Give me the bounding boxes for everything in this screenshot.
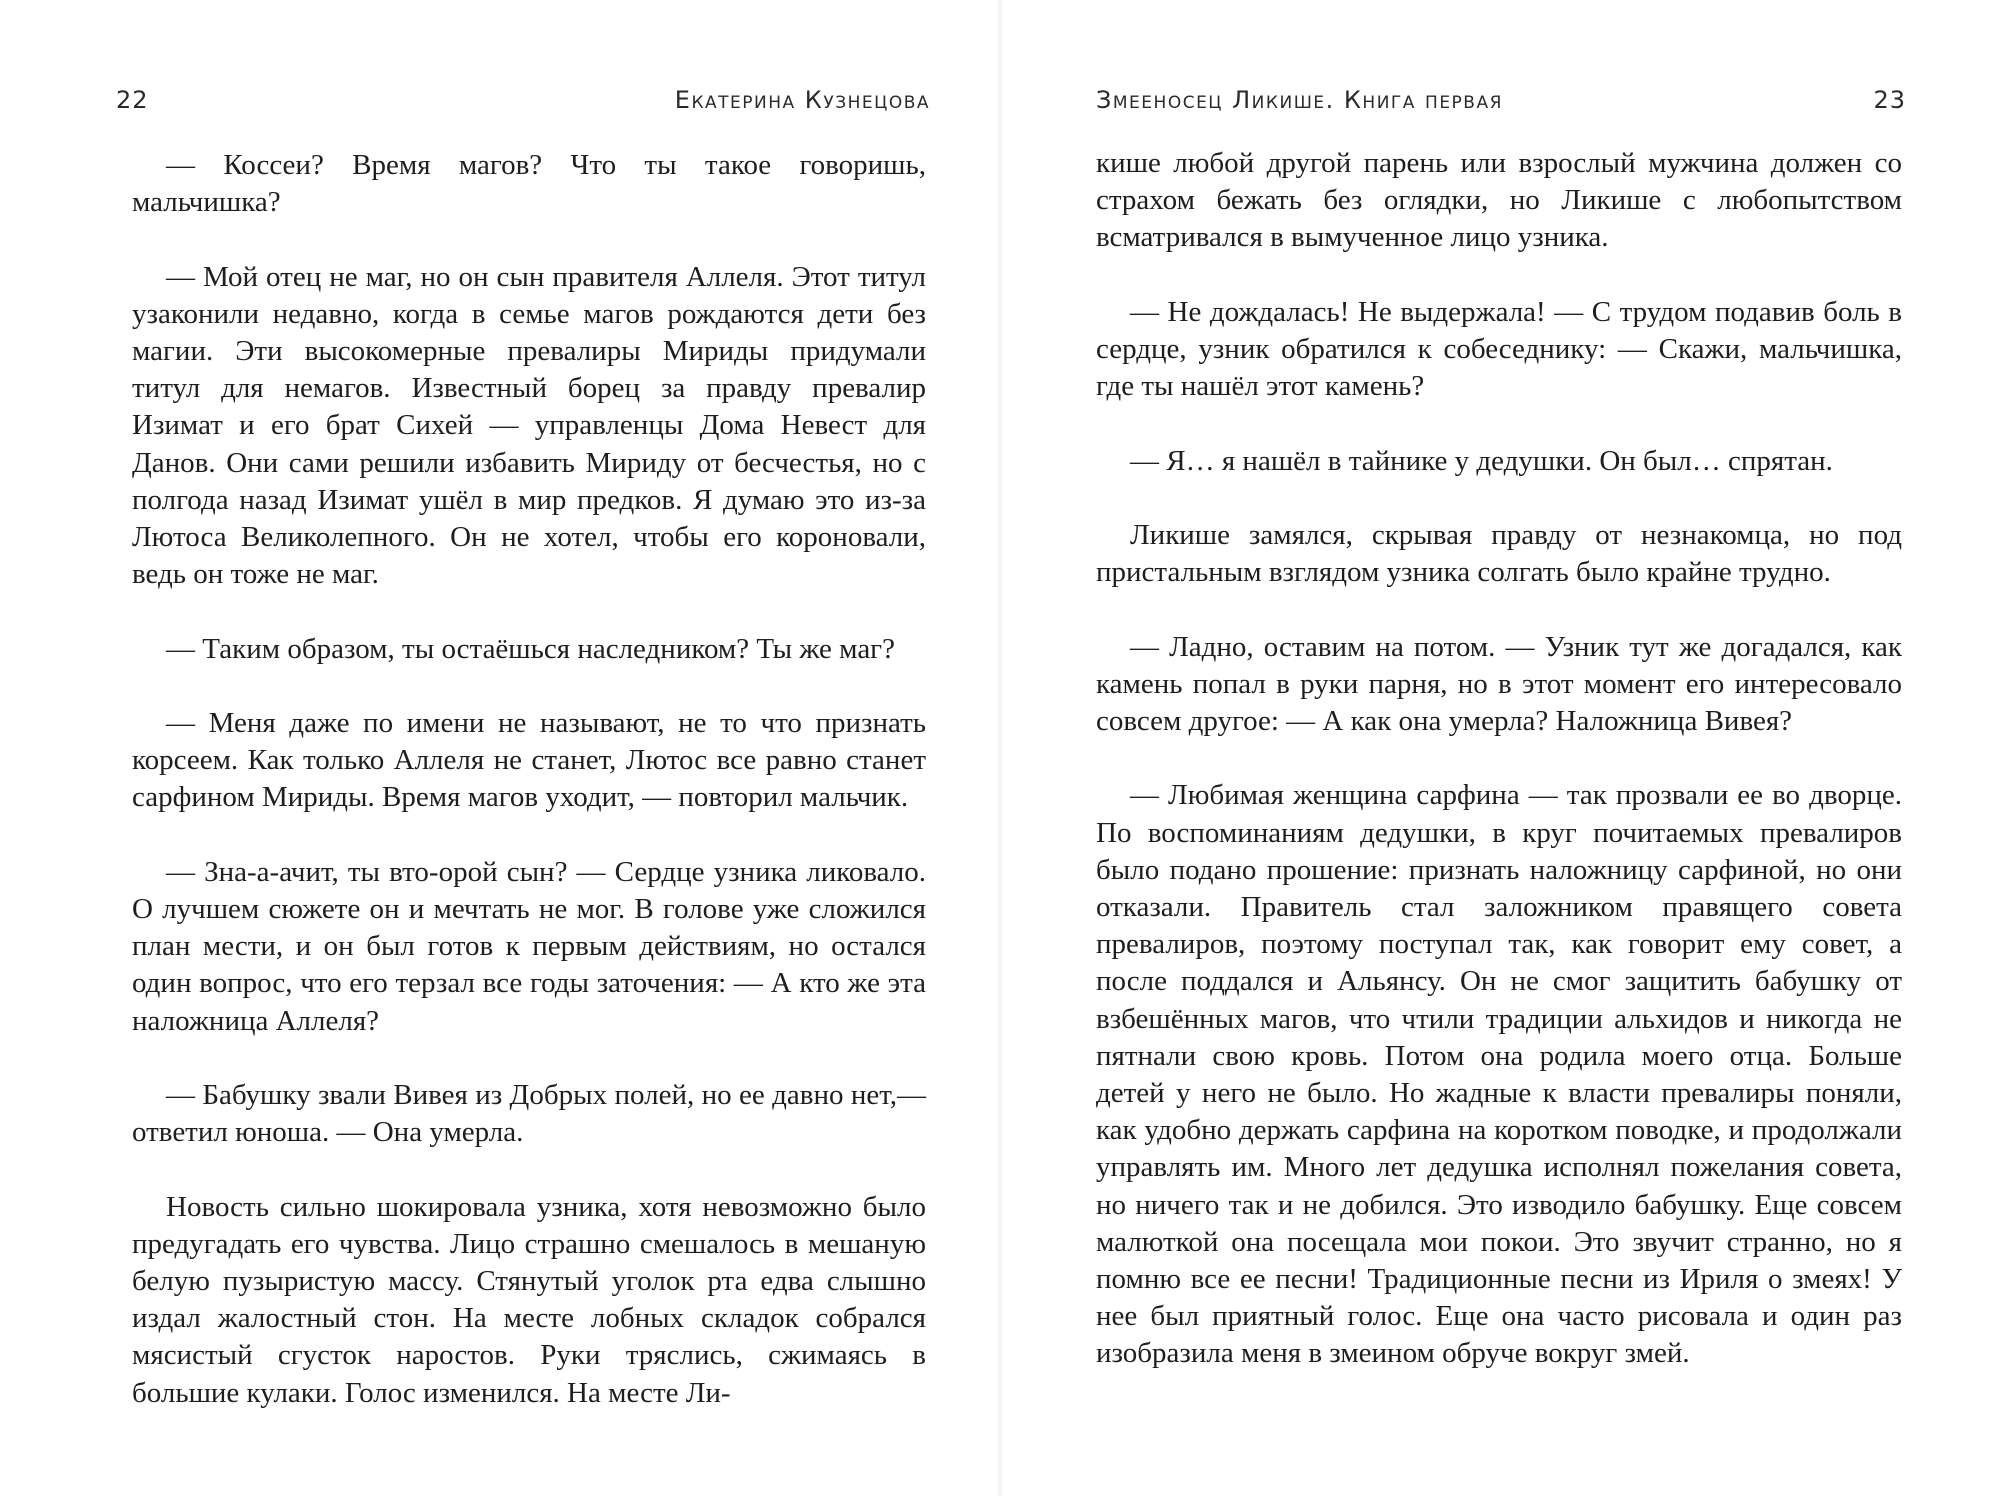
paragraph-continued: кише любой другой парень или взрослый мужчина должен со страхом бежать без оглядки, но Ликише с любопытством всматривался в вымученное лицо узника. bbox=[1096, 147, 1902, 254]
paragraph: — Ладно, оставим на потом. — Узник тут же догадался, как камень попал в руки парня, но в этот момент его интересовало совсем другое: — А как она умерла? Наложница Вивея? bbox=[1096, 630, 1902, 737]
right-page bbox=[1096, 0, 1906, 1496]
paragraph: — Коссеи? Время магов? Что ты такое говоришь, мальчишка? bbox=[132, 149, 926, 219]
paragraph: — Мой отец не маг, но он сын правителя Аллеля. Этот титул узаконили недавно, когда в семье магов рождаются дети без магии. Эти высокомерные превалиры Мириды придумали титул для немагов. Известный борец за правду превалир Изимат и его брат Сихей — управленцы Дома Невест для Данов. Они сами решили избавить Мириду от бесчестья, но с полгода назад Изимат ушёл в мир предков. Я думаю это из-за Лютоса Великолепного. Он не хотел, чтобы его короновали, ведь он тоже не маг. bbox=[132, 260, 926, 591]
paragraph: — Зна-а-ачит, ты вто-орой сын? — Сердце узника ликовало. О лучшем сюжете он и мечтать не мог. В голове уже сложился план мести, и он был готов к первым действиям, но остался один вопрос, что его терзал все годы заточения: — А кто же эта наложница Аллеля? bbox=[132, 855, 926, 1037]
book-gutter bbox=[996, 0, 1004, 1496]
left-page-text bbox=[132, 147, 926, 1412]
paragraph: — Не дождалась! Не выдержала! — С трудом подавив боль в сердце, узник обратился к собеседнику: — Скажи, мальчишка, где ты нашёл этот камень? bbox=[1096, 295, 1902, 403]
right-running-head bbox=[1096, 86, 1906, 126]
left-page-number: 22 bbox=[116, 86, 149, 114]
right-page-text bbox=[1096, 145, 1902, 1373]
left-page bbox=[116, 0, 930, 1496]
paragraph: — Любимая женщина сарфина — так прозвали ее во дворце. По воспоминаниям дедушки, в круг почитаемых превалиров было подано прошение: признать наложницу сарфиной, но они отказали. Правитель стал заложником правящего совета превалиров, поэтому поступал так, как говорит ему совет, а после поддался и Альянсу. Он не смог защитить бабушку от взбешённых магов, что чтили традиции альхидов и никогда не пятнали свою кровь. Потом она родила моего отца. Больше детей у него не было. Но жадные к власти превалиры поняли, как удобно держать сарфина на коротком поводке, и продолжали управлять им. Много лет дедушка исполнял пожелания совета, но ничего так и не добился. Это изводило бабушку. Еще совсем малюткой она посещала мои покои. Это звучит странно, но я помню все ее песни! Традиционные песни из Ириля о змеях! У нее был приятный голос. Еще она часто рисовала и один раз изобразила меня в змеином обруче вокруг змей. bbox=[1096, 779, 1902, 1370]
paragraph: — Меня даже по имени не называют, не то что признать корсеем. Как только Аллеля не станет, Лютос все равно станет сарфином Мириды. Время магов уходит, — повторил мальчик. bbox=[132, 707, 926, 814]
paragraph: Ликише замялся, скрывая правду от незнакомца, но под пристальным взглядом узника солгать было крайне трудно. bbox=[1096, 518, 1902, 589]
book-title: Змееносец Ликише. Книга первая bbox=[1096, 86, 1503, 114]
paragraph: — Бабушку звали Вивея из Добрых полей, но ее давно нет,— ответил юноша. — Она умерла. bbox=[132, 1079, 926, 1149]
left-running-head bbox=[116, 86, 930, 126]
author-name: Екатерина Кузнецова bbox=[674, 86, 930, 114]
paragraph: — Таким образом, ты остаёшься наследником? Ты же маг? bbox=[166, 632, 895, 665]
paragraph: — Я… я нашёл в тайнике у дедушки. Он был… спрятан. bbox=[1130, 444, 1833, 477]
paragraph: Новость сильно шокировала узника, хотя невозможно было предугадать его чувства. Лицо страшно смешалось в мешаную белую пузыристую массу. Стянутый уголок рта едва слышно издал жалостный стон. На месте лобных складок собрался мясистый сгусток наростов. Руки тряслись, сжимаясь в большие кулаки. Голос изменился. На месте Ли- bbox=[132, 1190, 926, 1409]
right-page-number: 23 bbox=[1873, 86, 1906, 114]
